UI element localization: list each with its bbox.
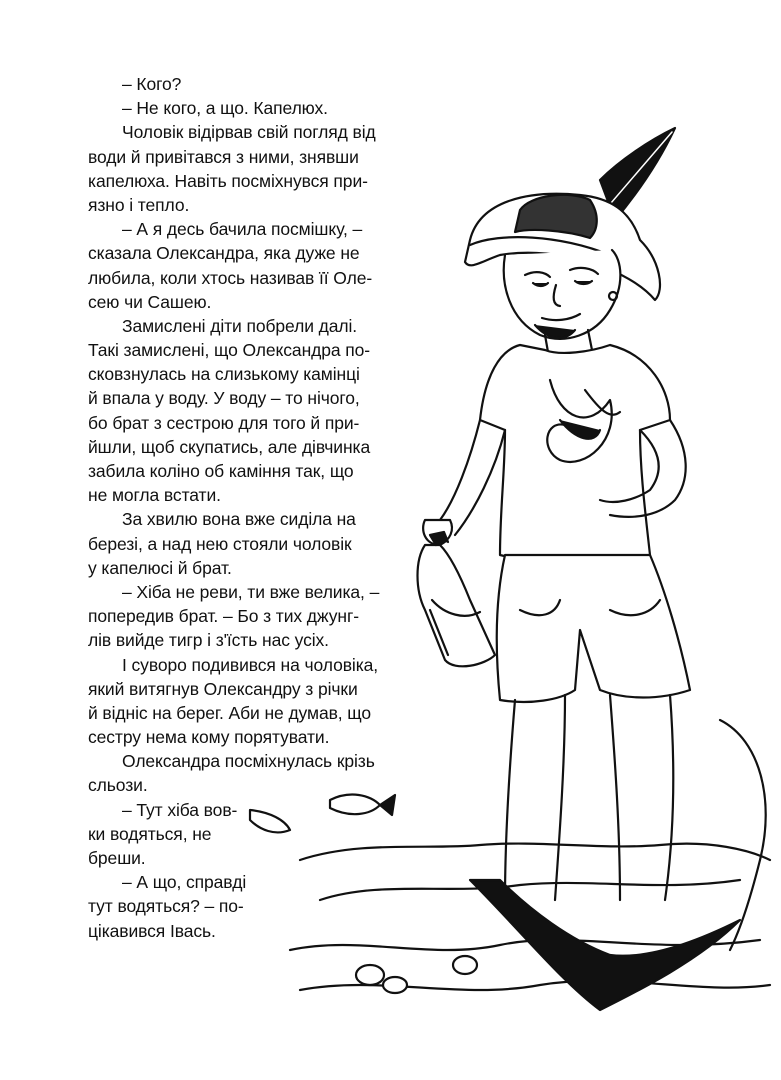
- text-line: забила коліно об каміння так, що: [88, 461, 354, 481]
- text-line: Такі замислені, що Олександра по-: [88, 340, 371, 361]
- text-line: сестру нема кому порятувати.: [88, 727, 330, 748]
- man-in-hat-wading-icon: [240, 120, 781, 1030]
- text-line: лів вийде тигр і з'їсть нас усіх.: [88, 630, 329, 651]
- text-line: Замислені діти побрели далі.: [122, 315, 358, 336]
- text-line: сказала Олександра, яка дуже не: [88, 243, 360, 264]
- text-line: сею чи Сашею.: [88, 291, 212, 312]
- text-line: попередив брат. – Бо з тих джунг-: [88, 606, 359, 627]
- text-line: цікавився Івась.: [88, 920, 216, 941]
- text-line: води й привітався з ними, знявши: [88, 146, 359, 167]
- text-line: Олександра посміхнулась крізь: [122, 751, 375, 772]
- text-line: й впала у воду. У воду – то нічого,: [88, 388, 360, 409]
- text-line: бо брат з сестрою для того й при-: [88, 412, 360, 433]
- text-line: сковзнулась на слизькому камінці: [88, 364, 360, 385]
- text-line: йшли, щоб скупатись, але дівчинка: [88, 436, 371, 457]
- text-line: сльози.: [88, 775, 148, 796]
- text-line: у капелюсі й брат.: [88, 557, 232, 578]
- text-line: – А що, справді: [122, 872, 247, 893]
- text-line: – А я десь бачила посмішку, –: [122, 219, 363, 240]
- text-line: й відніс на берег. Аби не думав, що: [88, 702, 372, 723]
- text-line: язно і тепло.: [88, 194, 190, 215]
- text-line: бреши.: [88, 848, 146, 868]
- text-line: – Хіба не реви, ти вже велика, –: [122, 581, 380, 602]
- text-line: капелюха. Навіть посміхнувся при-: [88, 170, 368, 191]
- text-line: тут водяться? – по-: [88, 896, 244, 917]
- text-line: березі, а над нею стояли чоловік: [88, 533, 352, 554]
- text-line: ки водяться, не: [88, 823, 212, 844]
- text-line: який витягнув Олександру з річки: [88, 678, 358, 699]
- text-line: – Кого?: [122, 74, 182, 94]
- text-line: За хвилю вона вже сиділа на: [122, 509, 356, 530]
- text-line: любила, коли хтось називав її Оле-: [88, 267, 373, 288]
- text-line: І суворо подивився на чоловіка,: [122, 654, 379, 675]
- text-line: не могла встати.: [88, 485, 221, 506]
- text-line: – Не кого, а що. Капелюх.: [122, 98, 328, 119]
- text-line: Чоловік відірвав свій погляд від: [122, 122, 376, 143]
- text-line: – Тут хіба вов-: [122, 799, 238, 820]
